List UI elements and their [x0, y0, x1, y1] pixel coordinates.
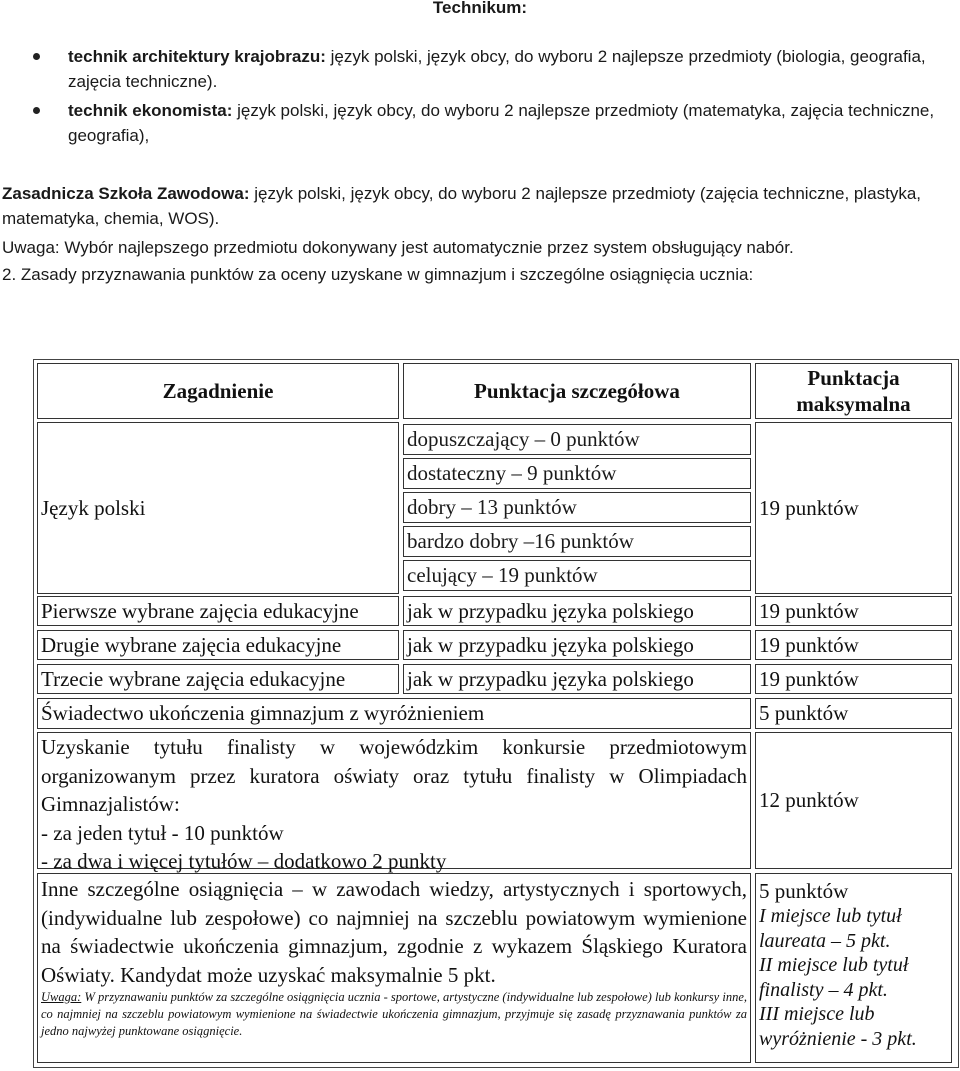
inne-cell — [37, 873, 751, 1063]
inne-place: III miejsce lub — [759, 1003, 875, 1025]
inne-place: II miejsce lub tytuł — [759, 954, 909, 976]
zajecia-max: 19 punktów — [755, 596, 952, 626]
bullet-bold-label: technik architektury krajobrazu: — [68, 47, 326, 66]
bullet-text: język polski, język obcy, do wyboru 2 najlepsze przedmioty (matematyka, zajęcia techniczne, geografia), — [68, 101, 935, 145]
header-max-line2: maksymalna — [796, 392, 911, 416]
finalista-max: 12 punktów — [755, 732, 952, 869]
header-max-line1: Punktacja — [807, 366, 900, 390]
grade-row: dostateczny – 9 punktów — [403, 458, 751, 489]
bullet-item — [0, 44, 960, 94]
jezyk-polski-max: 19 punktów — [755, 422, 952, 594]
grade-row: celujący – 19 punktów — [403, 560, 751, 591]
grade-row: bardzo dobry –16 punktów — [403, 526, 751, 557]
bullet-item — [0, 98, 960, 148]
zajecia-detail: jak w przypadku języka polskiego — [403, 664, 751, 694]
bullet-dot-icon — [33, 53, 40, 60]
zajecia-label: Trzecie wybrane zajęcia edukacyjne — [37, 664, 399, 694]
section-heading: Technikum: — [432, 0, 528, 17]
inne-place: laureata – 5 pkt. — [759, 929, 891, 952]
header-punktacja-szczegolowa: Punktacja szczegółowa — [403, 363, 751, 419]
bullet-list — [0, 44, 960, 152]
grade-row: dopuszczający – 0 punktów — [403, 424, 751, 455]
bullet-bold-label: technik ekonomista: — [68, 101, 233, 120]
swiadectwo-max: 5 punktów — [755, 698, 952, 729]
finalista-cell — [37, 732, 751, 873]
inne-max-cell — [755, 873, 952, 1063]
uwaga-paragraph: Uwaga: Wybór najlepszego przedmiotu dokonywany jest automatycznie przez system obsługujący nabór. — [2, 238, 794, 257]
zajecia-label: Pierwsze wybrane zajęcia edukacyjne — [37, 596, 399, 626]
inne-note-label: Uwaga: — [41, 990, 82, 1004]
zajecia-max: 19 punktów — [755, 664, 952, 694]
zajecia-label: Drugie wybrane zajęcia edukacyjne — [37, 630, 399, 660]
inne-place: finalisty – 4 pkt. — [759, 978, 888, 1001]
header-zagadnienie: Zagadnienie — [37, 363, 399, 419]
points-table — [33, 359, 959, 1068]
zasadnicza-text: język polski, język obcy, do wyboru 2 najlepsze przedmioty (zajęcia techniczne, plastyka, matematyka, chemia, WOS). — [2, 184, 922, 228]
inne-place: I miejsce lub tytuł — [759, 905, 902, 927]
zajecia-max: 19 punktów — [755, 630, 952, 660]
finalista-text: Uzyskanie tytułu finalisty w wojewódzkim konkursie przedmiotowym organizowanym przez kuratora oświaty oraz tytułu finalisty w Olimpiadach Gimnazjalistów: — [41, 735, 747, 816]
bullet-dot-icon — [33, 107, 40, 114]
inne-place: wyróżnienie - 3 pkt. — [759, 1027, 917, 1050]
swiadectwo-label: Świadectwo ukończenia gimnazjum z wyróżnieniem — [37, 698, 751, 729]
zasady-paragraph: 2. Zasady przyznawania punktów za oceny uzyskane w gimnazjum i szczególne osiągnięcia ucznia: — [2, 265, 754, 284]
zajecia-detail: jak w przypadku języka polskiego — [403, 596, 751, 626]
zasadnicza-paragraph — [2, 181, 958, 231]
jezyk-polski-label: Język polski — [37, 422, 399, 594]
zajecia-detail: jak w przypadku języka polskiego — [403, 630, 751, 660]
inne-text: Inne szczególne osiągnięcia – w zawodach wiedzy, artystycznych i sportowych, (indywidualne lub zespołowe) co najmniej na szczeblu powiatowym wymienione na świadectwie ukończenia gimnazjum, zgodnie z wykazem Śląskiego Kuratora Oświaty. Kandydat może uzyskać maksymalnie 5 pkt. — [41, 877, 747, 987]
inne-note-text: W przyznawaniu punktów za szczególne osiągnięcia ucznia - sportowe, artystyczne (indywidualne lub zespołowe) lub konkursy inne, co najmniej na szczeblu powiatowym wymienione na świadectwie ukończenia gimnazjum, przyjmuje się zasadę przyznawania punktów za jedno najwyżej punktowane osiągnięcie. — [41, 990, 747, 1038]
finalista-line1: - za jeden tytuł - 10 punktów — [41, 820, 284, 845]
bullet-text: język polski, język obcy, do wyboru 2 najlepsze przedmioty (biologia, geografia, zajęcia techniczne). — [68, 47, 926, 91]
grade-row: dobry – 13 punktów — [403, 492, 751, 523]
header-punktacja-maksymalna — [755, 363, 952, 419]
zasadnicza-label: Zasadnicza Szkoła Zawodowa: — [2, 184, 250, 203]
finalista-line2: - za dwa i więcej tytułów – dodatkowo 2 punkty — [41, 849, 447, 873]
inne-max: 5 punktów — [759, 879, 849, 903]
inne-note — [38, 989, 750, 1040]
